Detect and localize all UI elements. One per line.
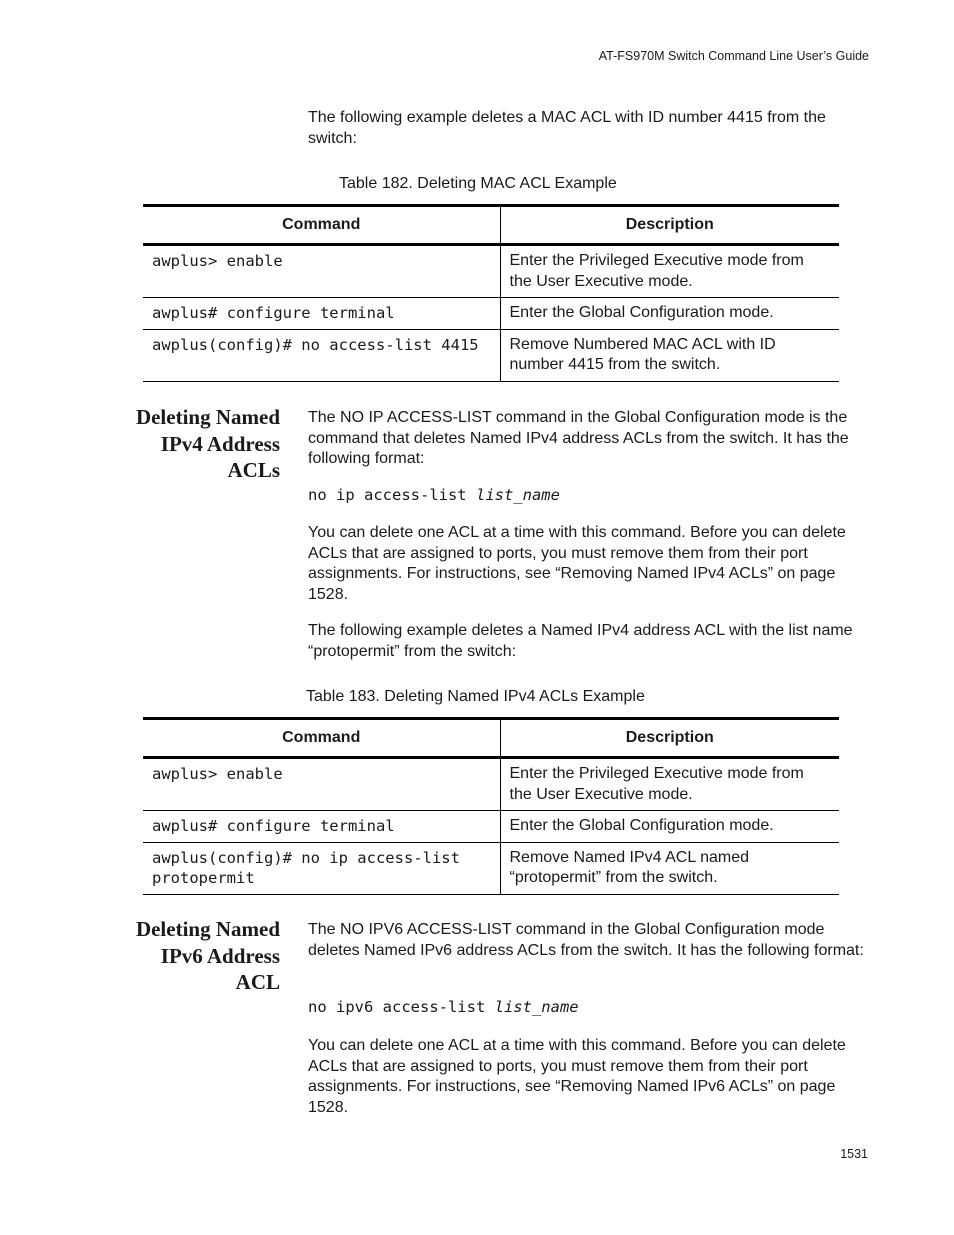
table-182 (143, 204, 839, 382)
table-header-row (143, 719, 839, 758)
table-182-caption: Table 182. Deleting MAC ACL Example (339, 175, 617, 192)
column-header-description: Description (500, 206, 839, 245)
intro-paragraph: The following example deletes a MAC ACL with ID number 4415 from the switch: (308, 109, 826, 147)
ipv4-description-paragraph: The NO IP ACCESS-LIST command in the Global Configuration mode is the command that deletes Named IPv4 address ACLs from the switch. It has the following format: (308, 409, 849, 467)
column-header-description: Description (500, 719, 839, 758)
command-cell: awplus> enable (143, 245, 500, 298)
syntax-argument: list_name (494, 998, 579, 1016)
ipv6-syntax (308, 998, 579, 1016)
table-183-caption: Table 183. Deleting Named IPv4 ACLs Example (306, 688, 645, 705)
command-cell: awplus(config)# no ip access-list protopermit (143, 842, 500, 894)
description-cell: Enter the Privileged Executive mode from the User Executive mode. (500, 758, 839, 811)
ipv6-description-paragraph: The NO IPV6 ACCESS-LIST command in the Global Configuration mode deletes Named IPv6 address ACLs from the switch. It has the following format: (308, 921, 864, 959)
running-header: AT-FS970M Switch Command Line User’s Guide (598, 49, 869, 63)
command-cell: awplus# configure terminal (143, 811, 500, 843)
table-row (143, 811, 839, 843)
command-cell: awplus> enable (143, 758, 500, 811)
heading-line: ACLs (227, 458, 280, 482)
table-row (143, 842, 839, 894)
table-183 (143, 717, 839, 895)
heading-line: IPv4 Address (160, 431, 280, 456)
column-header-command: Command (143, 206, 500, 245)
heading-line: Deleting Named (135, 917, 280, 941)
syntax-command: no ip access-list (308, 486, 476, 504)
column-header-command: Command (143, 719, 500, 758)
table-row (143, 329, 839, 381)
description-cell: Enter the Privileged Executive mode from the User Executive mode. (500, 245, 839, 298)
table-row (143, 298, 839, 330)
ipv4-syntax (308, 486, 560, 504)
ipv4-note-paragraph: You can delete one ACL at a time with this command. Before you can delete ACLs that are assigned to ports, you must remove them from their port assignments. For instructions, see “Removing Named IPv4 ACLs” on page 1528. (308, 524, 846, 603)
section-heading-ipv4 (100, 404, 280, 484)
table-row (143, 245, 839, 298)
table-row (143, 758, 839, 811)
syntax-command: no ipv6 access-list (308, 998, 495, 1016)
command-cell: awplus(config)# no access-list 4415 (143, 329, 500, 381)
description-cell: Remove Named IPv4 ACL named “protopermit” from the switch. (500, 842, 839, 894)
page-number: 1531 (840, 1147, 868, 1161)
description-cell: Enter the Global Configuration mode. (500, 298, 839, 330)
ipv4-example-paragraph: The following example deletes a Named IPv4 address ACL with the list name “protopermit” from the switch: (308, 622, 853, 660)
heading-line: ACL (235, 970, 280, 994)
command-cell: awplus# configure terminal (143, 298, 500, 330)
table-header-row (143, 206, 839, 245)
ipv6-note-paragraph: You can delete one ACL at a time with this command. Before you can delete ACLs that are assigned to ports, you must remove them from their port assignments. For instructions, see “Removing Named IPv6 ACLs” on page 1528. (308, 1037, 846, 1116)
heading-line: IPv6 Address (160, 943, 280, 968)
description-cell: Enter the Global Configuration mode. (500, 811, 839, 843)
section-heading-ipv6 (100, 916, 280, 996)
heading-line: Deleting Named (135, 405, 280, 429)
syntax-argument: list_name (475, 486, 560, 504)
description-cell: Remove Numbered MAC ACL with ID number 4415 from the switch. (500, 329, 839, 381)
